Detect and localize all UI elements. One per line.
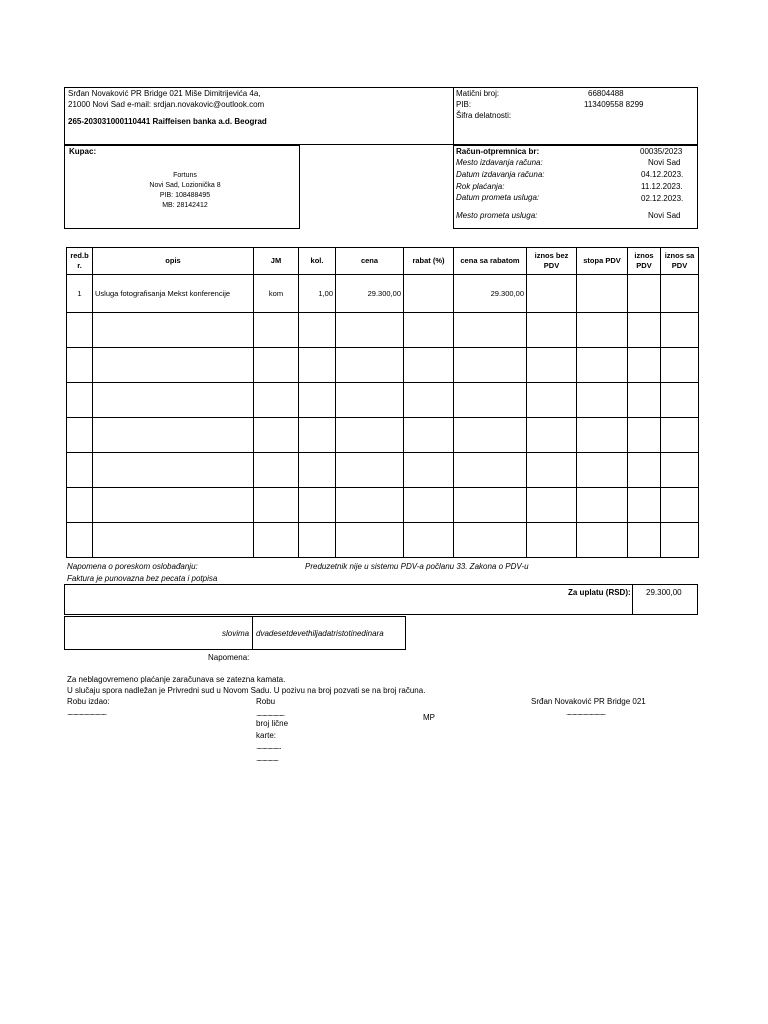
row1-cena: 29.300,00 <box>336 275 404 313</box>
tax-note-label: Napomena o poreskom oslobađanju: <box>67 562 198 571</box>
table-row <box>67 488 699 523</box>
col-jm: JM <box>254 248 299 275</box>
col-kol: kol. <box>299 248 336 275</box>
table-row <box>67 453 699 488</box>
invoice-turnover-place: Novi Sad <box>648 211 681 220</box>
words-value: dvadesetdevethiljadatristotinedinara <box>256 629 384 638</box>
row1-iznos-bez <box>527 275 577 313</box>
buyer-name: Fortuns <box>173 172 197 179</box>
row1-iznos-sa <box>661 275 699 313</box>
invoice-turnover-date: 02.12.2023. <box>641 194 684 203</box>
seller-line1: Srđan Novaković PR Bridge 021 Miše Dimitrijevića 4a, <box>68 89 261 98</box>
col-stopa: stopa PDV <box>577 248 628 275</box>
received-label: Robu <box>256 697 276 706</box>
payment-amount: 29.300,00 <box>646 588 682 597</box>
invoice-due: 11.12.2023. <box>641 182 683 191</box>
id-number-line-2: .................. <box>256 754 279 763</box>
issued-label: Robu izdao: <box>67 697 110 706</box>
row1-rabat <box>404 275 454 313</box>
col-rb: red.b r. <box>67 248 93 275</box>
company-sign-label: Srđan Novaković PR Bridge 021 <box>531 697 646 706</box>
col-iznos-bez: iznos bez PDV <box>527 248 577 275</box>
pib-label: PIB: <box>456 100 472 109</box>
invoice-title-label: Račun-otpremnica br: <box>456 147 540 156</box>
buyer-mb: MB: 28142412 <box>162 202 208 209</box>
table-row <box>67 383 699 418</box>
id-number-line: .................... <box>256 742 281 751</box>
valid-note: Faktura je punovazna bez pecata i potpisa <box>67 574 218 583</box>
footer-line2: U slučaju spora nadležan je Privredni sud u Novom Sadu. U pozivu na broj pozvati se na broj računa. <box>67 686 426 695</box>
mb-label: Matični broj: <box>456 89 500 98</box>
items-table <box>66 247 699 558</box>
received-signature-line: ....................... <box>256 709 285 718</box>
row1-jm: kom <box>254 275 299 313</box>
buyer-label: Kupac: <box>69 147 97 156</box>
row1-rb: 1 <box>67 275 93 313</box>
row1-kol: 1,00 <box>299 275 336 313</box>
col-rabat: rabat (%) <box>404 248 454 275</box>
col-cena-rabat: cena sa rabatom <box>454 248 527 275</box>
invoice-date-label: Datum izdavanja računa: <box>456 170 545 179</box>
stamp-mp: MP <box>423 713 435 722</box>
col-iznos-sa: iznos sa PDV <box>661 248 699 275</box>
pib-value: 113409558 8299 <box>584 100 644 109</box>
row1-opis: Usluga fotografisanja Mekst konferencije <box>93 275 254 313</box>
buyer-pib: PIB: 108488495 <box>159 192 211 199</box>
row1-iznos-pdv <box>628 275 661 313</box>
seller-account: 265-2030310001104​41 Raiffeisen banka a.d. Beograd <box>68 117 267 126</box>
invoice-due-label: Rok plaćanja: <box>456 182 505 191</box>
invoice-place: Novi Sad <box>648 158 681 167</box>
table-row <box>67 348 699 383</box>
invoice-turnover-place-label: Mesto prometa usluga: <box>456 211 538 220</box>
invoice-turnover-date-label: Datum prometa usluga: <box>456 193 540 202</box>
table-row <box>67 418 699 453</box>
words-label: slovima <box>222 629 250 638</box>
row1-cena-rabat: 29.300,00 <box>454 275 527 313</box>
table-row <box>67 523 699 558</box>
table-header-row <box>67 248 699 275</box>
id-label-2: karte: <box>256 731 277 740</box>
invoice-place-label: Mesto izdavanja računa: <box>456 158 543 167</box>
company-signature-line: ................................ <box>566 708 606 717</box>
payment-divider <box>632 584 633 615</box>
col-opis: opis <box>93 248 254 275</box>
payment-label: Za uplatu (RSD): <box>568 588 631 597</box>
col-iznos-pdv: iznos PDV <box>628 248 661 275</box>
col-cena: cena <box>336 248 404 275</box>
table-row <box>67 275 699 313</box>
invoice-number: 00035/2023 <box>640 147 683 156</box>
buyer-address: Novi Sad, Lozionička 8 <box>149 182 221 189</box>
mb-value: 66804488 <box>588 89 624 98</box>
table-row <box>67 313 699 348</box>
seller-line2: 21000 Novi Sad e-mail: srdjan.novakovic@outlook.com <box>68 100 265 109</box>
sifra-label: Šifra delatnosti: <box>456 111 512 120</box>
words-divider <box>252 616 253 650</box>
remark-label: Napomena: <box>208 653 250 662</box>
issued-signature-line: ................................ <box>67 708 107 717</box>
tax-note-text: Preduzetnik nije u sistemu PDV-a počlanu 33. Zakona o PDV-u <box>305 562 529 571</box>
footer-line1: Za neblagovremeno plaćanje zaračunava se zatezna kamata. <box>67 675 286 684</box>
invoice-date: 04.12.2023. <box>641 170 684 179</box>
id-label: broj lične <box>256 719 289 728</box>
row1-stopa <box>577 275 628 313</box>
